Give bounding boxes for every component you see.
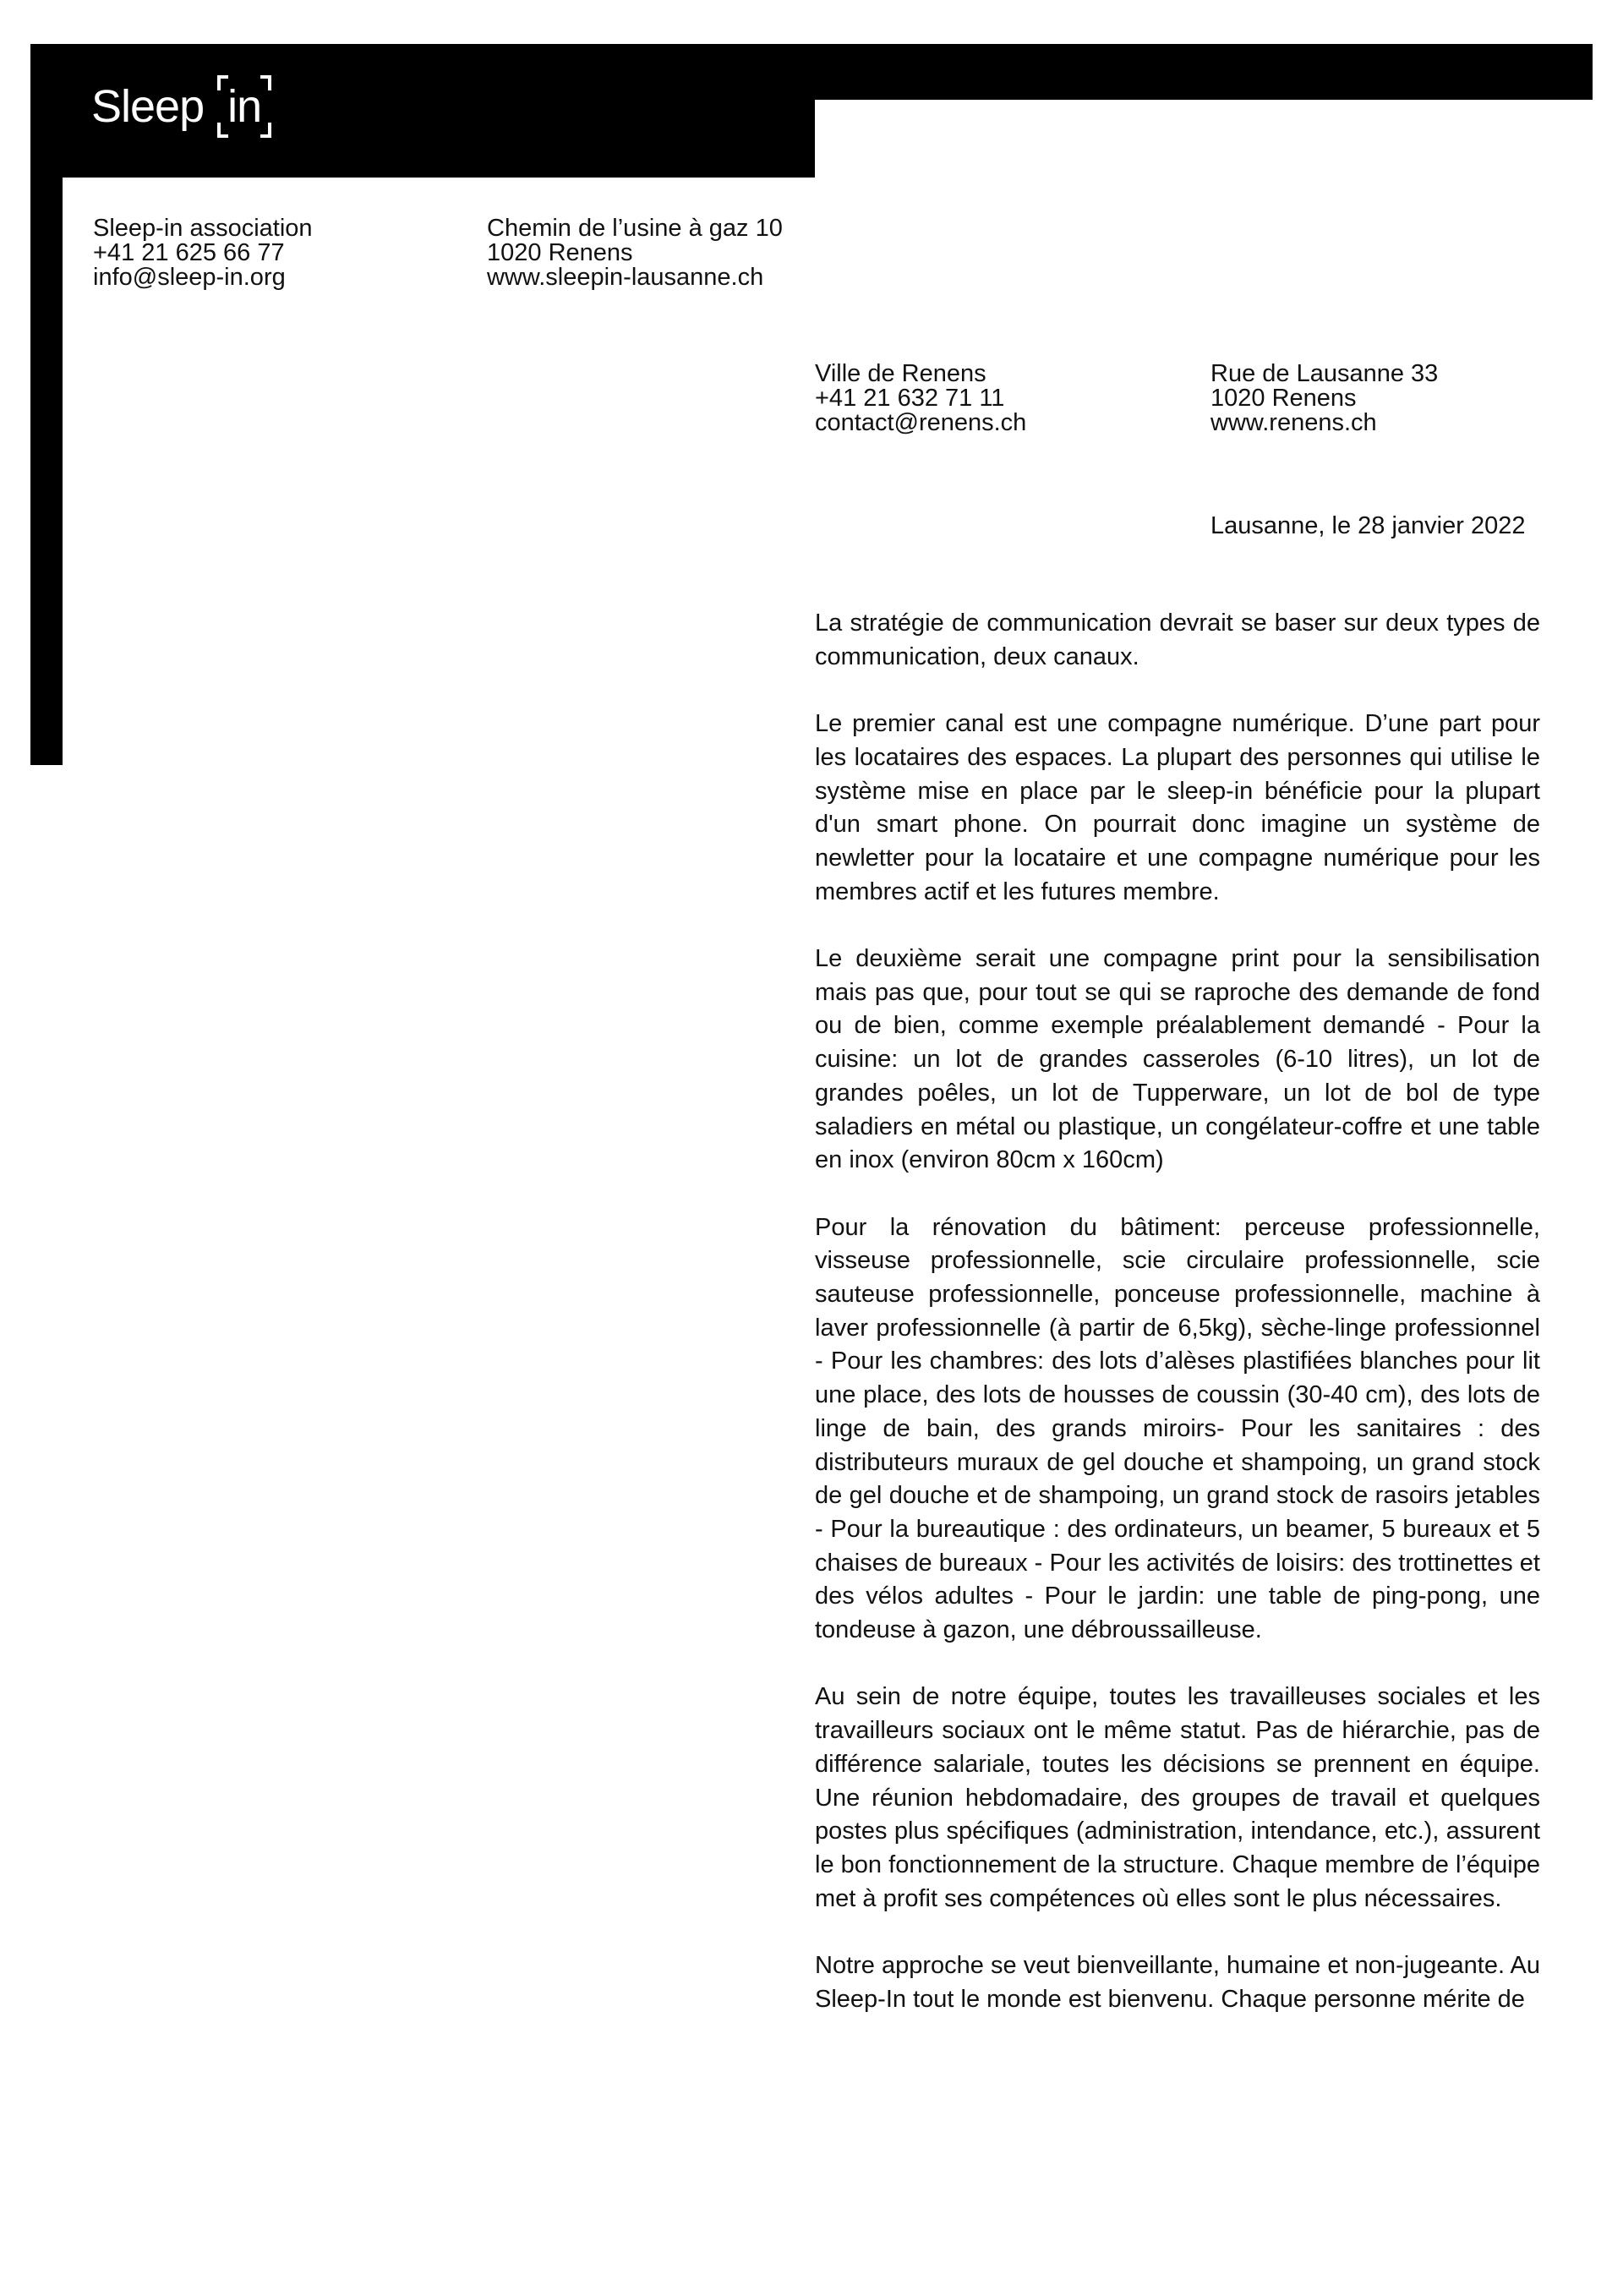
sender-contact-block	[93, 216, 313, 290]
letter-date: Lausanne, le 28 janvier 2022	[1210, 512, 1526, 539]
recipient-address-block	[1210, 362, 1438, 435]
recipient-email[interactable]: contact@renens.ch	[815, 409, 1027, 436]
recipient-name: Ville de Renens	[815, 360, 986, 387]
recipient-street: Rue de Lausanne 33	[1210, 360, 1439, 387]
body-paragraph: Notre approche se veut bienveillante, humaine et non-jugeante. Au Sleep-In tout le monde est bienvenu. Chaque personne mérite de	[815, 1952, 1540, 2013]
sender-email[interactable]: info@sleep-in.org	[93, 264, 286, 291]
logo-bracket-word	[217, 80, 271, 133]
sleep-in-logo	[91, 71, 271, 142]
body-paragraph: Le deuxième serait une compagne print pour la sensibilisation mais pas que, pour tout se qui se raproche des demande de fond ou de bien, comme exemple préalablement demandé - Pour la cuisine: un lot de grandes casseroles (6-10 litres), un lot de grandes poêles, un lot de Tupperware, un lot de bol de type saladiers en métal ou plastique, un congélateur-coffre et une table en inox (environ 80cm x 160cm)	[815, 945, 1540, 1174]
sender-phone: +41 21 625 66 77	[93, 239, 285, 266]
body-paragraph: Pour la rénovation du bâtiment: perceuse professionnelle, visseuse professionnelle, scie circulaire professionnelle, scie sauteuse professionnelle, ponceuse professionnelle, machine à laver professionnelle (à partir de 6,5kg), sèche-linge professionnel - Pour les chambres: des lots d’alèses plastifiées blanches pour lit une place, des lots de housses de coussin (30-40 cm), des lots de linge de bain, des grands miroirs- Pour les sanitaires : des distributeurs muraux de gel douche et shampoing, un grand stock de gel douche et de shampoing, un grand stock de rasoirs jetables - Pour la bureautique : des ordinateurs, un beamer, 5 bureaux et 5 chaises de bureaux - Pour les activités de loisirs: des trottinettes et des vélos adultes - Pour le jardin: une table de ping-pong, une tondeuse à gazon, une débroussailleuse.	[815, 1213, 1540, 1644]
sender-street: Chemin de l’usine à gaz 10	[487, 215, 783, 242]
body-paragraph: La stratégie de communication devrait se baser sur deux types de communication, deux canaux.	[815, 610, 1540, 670]
sender-address-block	[487, 216, 783, 290]
logo-bracketed-text: in	[227, 81, 262, 132]
sender-name: Sleep-in association	[93, 215, 313, 242]
recipient-phone: +41 21 632 71 11	[815, 385, 1005, 412]
recipient-city: 1020 Renens	[1210, 385, 1357, 412]
sender-city: 1020 Renens	[487, 239, 633, 266]
letter-body	[815, 607, 1540, 2050]
left-bar	[30, 44, 63, 765]
body-paragraph: Le premier canal est une compagne numérique. D’une part pour les locataires des espaces. La plupart des personnes qui utilise le système mise en place par le sleep-in bénéficie pour la plupart d'un smart phone. On pourrait donc imagine un système de newletter pour la locataire et une compagne numérique pour les membres actif et les futures membre.	[815, 710, 1540, 905]
sender-website[interactable]: www.sleepin-lausanne.ch	[487, 264, 764, 291]
recipient-website[interactable]: www.renens.ch	[1210, 409, 1377, 436]
body-paragraph: Au sein de notre équipe, toutes les travailleuses sociales et les travailleurs sociaux ont le même statut. Pas de hiérarchie, pas de différence salariale, toutes les décisions se prennent en équipe. Une réunion hebdomadaire, des groupes de travail et quelques postes plus spécifiques (administration, intendance, etc.), assurent le bon fonctionnement de la structure. Chaque membre de l’équipe met à profit ses compétences où elles sont le plus nécessaires.	[815, 1683, 1540, 1912]
recipient-contact-block	[815, 362, 1026, 435]
logo-word: Sleep	[91, 81, 205, 132]
